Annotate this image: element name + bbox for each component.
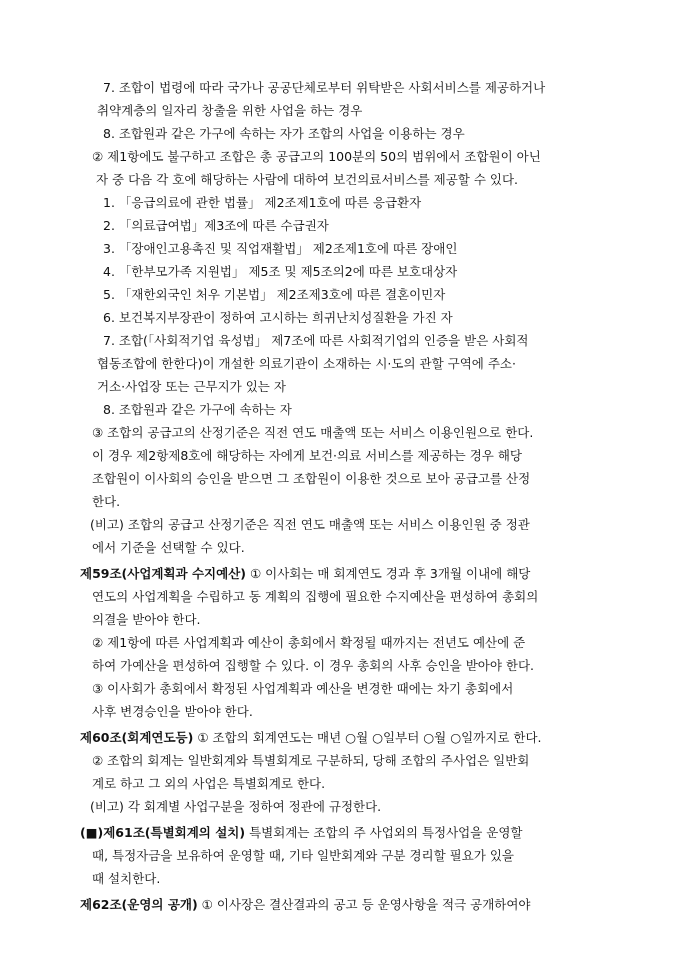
article-heading: 제60조(회계연도등) [80, 730, 194, 745]
article-heading: 제59조(사업계획과 수지예산) [80, 566, 246, 581]
text-line: 거소·사업장 또는 근무지가 있는 자 [97, 379, 286, 394]
text-line: 연도의 사업계획을 수립하고 동 계획의 집행에 필요한 수지예산을 편성하여 총회의 [92, 589, 539, 604]
article-text: 특별회계는 조합의 주 사업외의 특정사업을 운영할 [245, 825, 523, 840]
text-line: 사후 변경승인을 받아야 한다. [92, 704, 253, 719]
text-line: ③ 이사회가 총회에서 확정된 사업계획과 예산을 변경한 때에는 차기 총회에서 [92, 681, 514, 696]
text-line: 이 경우 제2항제8호에 해당하는 자에게 보건·의료 서비스를 제공하는 경우 해당 [92, 448, 522, 463]
text-line: ② 제1항에도 불구하고 조합은 총 공급고의 100분의 50의 범위에서 조합원이 아닌 [92, 149, 541, 164]
article-line [80, 897, 531, 913]
text-line: 때, 특정자금을 보유하여 운영할 때, 기타 일반회계와 구분 경리할 필요가 있을 [92, 848, 515, 863]
text-line: 자 중 다음 각 호에 해당하는 사람에 대하여 보건의료서비스를 제공할 수 있다. [96, 172, 519, 187]
list-item: 8. 조합원과 같은 가구에 속하는 자 [103, 402, 292, 417]
text-line: 취약계층의 일자리 창출을 위한 사업을 하는 경우 [97, 103, 363, 118]
list-item: 1. 「응급의료에 관한 법률」 제2조제1호에 따른 응급환자 [103, 195, 422, 210]
text-line: ③ 조합의 공급고의 산정기준은 직전 연도 매출액 또는 서비스 이용인원으로 한다. [92, 425, 534, 440]
note-text: 에서 기준을 선택할 수 있다. [92, 540, 245, 555]
list-item: 3. 「장애인고용촉진 및 직업재활법」 제2조제1호에 따른 장애인 [103, 241, 458, 256]
text-line: 한다. [92, 494, 121, 509]
text-line: 계로 하고 그 외의 사업은 특별회계로 한다. [92, 776, 326, 791]
text-line: 하여 가예산을 편성하여 집행할 수 있다. 이 경우 총회의 사후 승인을 받아야 한다. [92, 658, 535, 673]
article-text: ① 이사장은 결산결과의 공고 등 운영사항을 적극 공개하여야 [197, 897, 531, 912]
list-item: 7. 조합(「사회적기업 육성법」 제7조에 따른 사회적기업의 인증을 받은 사회적 [103, 333, 529, 348]
article-heading: (■)제61조(특별회계의 설치) [80, 825, 246, 840]
note-text: (비고) 조합의 공급고 산정기준은 직전 연도 매출액 또는 서비스 이용인원 중 정관 [90, 517, 530, 532]
article-line [80, 825, 523, 841]
text-line: 조합원이 이사회의 승인을 받으면 그 조합원이 이용한 것으로 보아 공급고를 산정 [92, 471, 531, 486]
text-line: 8. 조합원과 같은 가구에 속하는 자가 조합의 사업을 이용하는 경우 [103, 126, 465, 141]
list-item: 5. 「재한외국인 처우 기본법」 제2조제3호에 따른 결혼이민자 [103, 287, 446, 302]
text-line: 의결을 받아야 한다. [92, 612, 201, 627]
text-line: ② 조합의 회계는 일반회계와 특별회계로 구분하되, 당해 조합의 주사업은 일반회 [92, 753, 530, 768]
article-text: ① 이사회는 매 회계연도 경과 후 3개월 이내에 해당 [246, 566, 531, 581]
text-line: 7. 조합이 법령에 따라 국가나 공공단체로부터 위탁받은 사회서비스를 제공하거나 [103, 80, 546, 95]
text-line: ② 제1항에 따른 사업계획과 예산이 총회에서 확정될 때까지는 전년도 예산에 준 [92, 635, 526, 650]
article-text: ① 조합의 회계연도는 매년 ○월 ○일부터 ○월 ○일까지로 한다. [193, 730, 542, 745]
article-heading: 제62조(운영의 공개) [80, 897, 198, 912]
note-text: (비고) 각 회계별 사업구분을 정하여 정관에 규정한다. [90, 799, 382, 814]
list-item: 4. 「한부모가족 지원법」 제5조 및 제5조의2에 따른 보호대상자 [103, 264, 458, 279]
article-line [80, 566, 530, 582]
list-item: 2. 「의료급여법」제3조에 따른 수급권자 [103, 218, 329, 233]
text-line: 협동조합에 한한다)이 개설한 의료기관이 소재하는 시·도의 관할 구역에 주소· [97, 356, 516, 371]
article-line [80, 730, 542, 746]
text-line: 때 설치한다. [92, 871, 161, 886]
list-item: 6. 보건복지부장관이 정하여 고시하는 희귀난치성질환을 가진 자 [103, 310, 453, 325]
